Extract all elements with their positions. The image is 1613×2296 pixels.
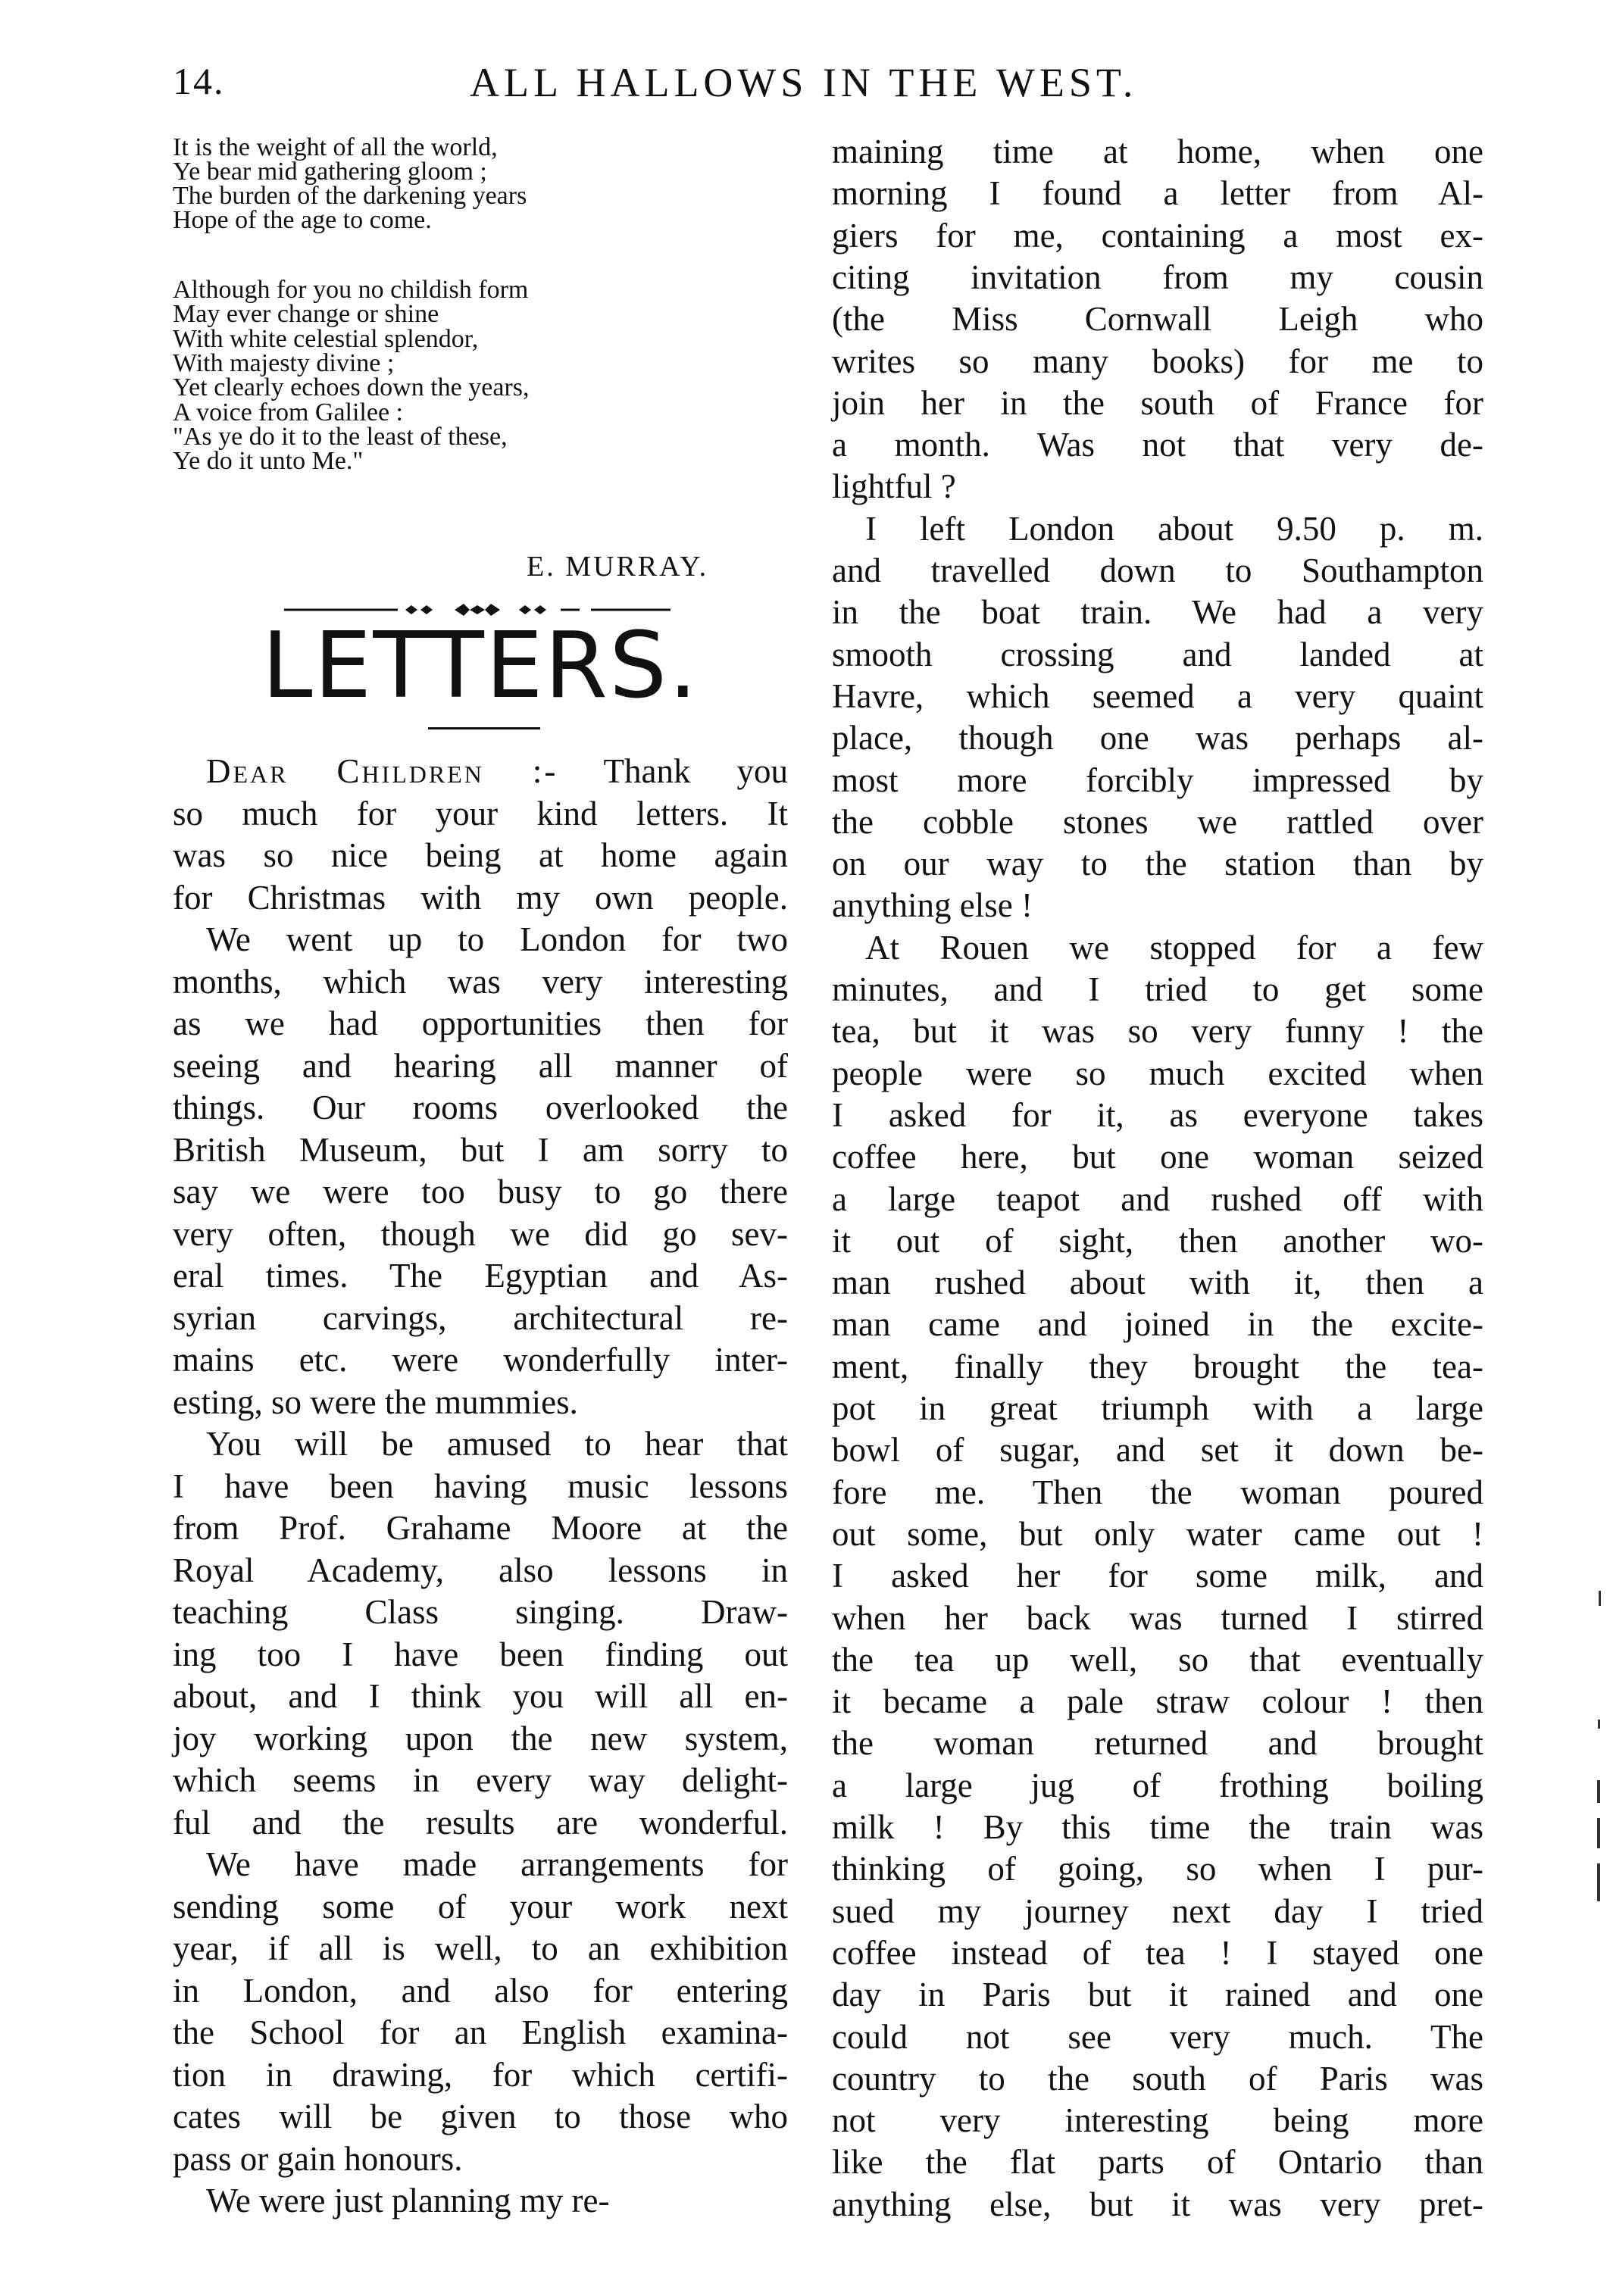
text-line: It is the weight of all the world, (173, 133, 498, 161)
text-line: sued my journey next day I tried (832, 1892, 1483, 1930)
text-line: for Christmas with my own people. (173, 879, 788, 917)
text-line: and travelled down to Southampton (832, 551, 1483, 589)
text-line: a month. Was not that very de- (832, 426, 1483, 464)
letters-heading: LETTERS. (261, 614, 699, 719)
text-line: We went up to London for two (206, 920, 788, 958)
running-title: ALL HALLOWS IN THE WEST. (470, 60, 1138, 105)
text-line: man rushed about with it, then a (832, 1264, 1483, 1301)
text-line: eral times. The Egyptian and As- (173, 1257, 788, 1295)
text-line: maining time at home, when one (832, 133, 1483, 170)
text-line: thinking of going, so when I pur- (832, 1850, 1483, 1888)
text-line: giers for me, containing a most ex- (832, 217, 1483, 255)
text-line: the School for an English examina- (173, 2013, 788, 2051)
text-line: from Prof. Grahame Moore at the (173, 1509, 788, 1547)
text-line: year, if all is well, to an exhibition (173, 1929, 788, 1967)
text-line: A voice from Galilee : (173, 398, 404, 426)
text-line: anything else, but it was very pret- (832, 2185, 1483, 2223)
text-line: You will be amused to hear that (206, 1425, 788, 1463)
text-line: in London, and also for entering (173, 1972, 788, 2010)
poem-signature: E. MURRAY. (527, 551, 709, 583)
text-line: Ye do it unto Me." (173, 447, 364, 475)
text-line: pass or gain honours. (173, 2140, 463, 2178)
text-line (173, 754, 788, 789)
text-fragment: Thank you (558, 752, 788, 790)
text-line: writes so many books) for me to (832, 342, 1483, 380)
text-line: tea, but it was so very funny ! the (832, 1012, 1483, 1050)
text-line: joy working upon the new system, (173, 1720, 788, 1757)
text-line: smooth crossing and landed at (832, 636, 1483, 673)
text-line: Although for you no childish form (173, 276, 529, 304)
heading-rule (428, 727, 540, 729)
text-line: like the flat parts of Ontario than (832, 2143, 1483, 2181)
text-line: minutes, and I tried to get some (832, 970, 1483, 1008)
text-line: man came and joined in the excite- (832, 1305, 1483, 1343)
text-line: so much for your kind letters. It (173, 795, 788, 832)
text-line: anything else ! (832, 886, 1033, 924)
text-line: I asked for it, as everyone takes (832, 1096, 1483, 1134)
text-line: the tea up well, so that eventually (832, 1641, 1483, 1679)
text-line: the cobble stones we rattled over (832, 803, 1483, 841)
text-line: coffee instead of tea ! I stayed one (832, 1934, 1483, 1972)
text-line: it out of sight, then another wo- (832, 1222, 1483, 1260)
text-line: Havre, which seemed a very quaint (832, 677, 1483, 715)
text-line: teaching Class singing. Draw- (173, 1593, 788, 1631)
text-line: day in Paris but it rained and one (832, 1976, 1483, 2013)
page-margin-specks (1591, 1591, 1606, 1932)
text-line: most more forcibly impressed by (832, 761, 1483, 799)
text-line: cates will be given to those who (173, 2098, 788, 2135)
text-line: British Museum, but I am sorry to (173, 1131, 788, 1169)
text-line: coffee here, but one woman seized (832, 1138, 1483, 1176)
text-line: bowl of sugar, and set it down be- (832, 1431, 1483, 1469)
text-line: esting, so were the mummies. (173, 1383, 578, 1421)
text-line: lightful ? (832, 467, 956, 505)
text-line: ful and the results are wonderful. (173, 1804, 788, 1841)
text-line: country to the south of Paris was (832, 2060, 1483, 2098)
text-line: months, which was very interesting (173, 963, 788, 1001)
text-line: on our way to the station than by (832, 845, 1483, 882)
text-line: could not see very much. The (832, 2018, 1483, 2056)
text-line: I asked her for some milk, and (832, 1557, 1483, 1595)
text-line: things. Our rooms overlooked the (173, 1089, 788, 1126)
text-line: milk ! By this time the train was (832, 1808, 1483, 1846)
text-line: Yet clearly echoes down the years, (173, 373, 530, 401)
text-line: very often, though we did go sev- (173, 1215, 788, 1253)
text-line: mains etc. were wonderfully inter- (173, 1341, 788, 1379)
text-line: ment, finally they brought the tea- (832, 1348, 1483, 1385)
text-line: as we had opportunities then for (173, 1004, 788, 1042)
page-header (0, 59, 1613, 120)
text-line: (the Miss Cornwall Leigh who (832, 300, 1483, 338)
text-line: place, though one was perhaps al- (832, 719, 1483, 757)
text-line: syrian carvings, architectural re- (173, 1299, 788, 1337)
text-line: Royal Academy, also lessons in (173, 1551, 788, 1589)
text-line: sending some of your work next (173, 1888, 788, 1926)
text-line: a large teapot and rushed off with (832, 1180, 1483, 1218)
text-line: The burden of the darkening years (173, 182, 527, 210)
text-line: I left London about 9.50 p. m. (865, 510, 1483, 548)
text-line: was so nice being at home again (173, 836, 788, 874)
text-line: Hope of the age to come. (173, 206, 432, 234)
text-line: the woman returned and brought (832, 1724, 1483, 1762)
text-line: a large jug of frothing boiling (832, 1767, 1483, 1804)
text-line: people were so much excited when (832, 1054, 1483, 1092)
text-line: not very interesting being more (832, 2101, 1483, 2139)
text-line: which seems in every way delight- (173, 1761, 788, 1799)
text-line: when her back was turned I stirred (832, 1599, 1483, 1637)
page-number: 14. (173, 60, 225, 102)
text-line: in the boat train. We had a very (832, 593, 1483, 631)
text-line: We were just planning my re- (206, 2182, 610, 2219)
text-line: about, and I think you will all en- (173, 1677, 788, 1715)
text-line: Ye bear mid gathering gloom ; (173, 158, 487, 186)
text-line: fore me. Then the woman poured (832, 1473, 1483, 1511)
text-line: ing too I have been finding out (173, 1635, 788, 1673)
text-line: With white celestial splendor, (173, 325, 479, 353)
text-line: it became a pale straw colour ! then (832, 1682, 1483, 1720)
text-line: pot in great triumph with a large (832, 1389, 1483, 1427)
text-line: "As ye do it to the least of these, (173, 423, 508, 451)
text-line: join her in the south of France for (832, 384, 1483, 422)
text-line: I have been having music lessons (173, 1467, 788, 1505)
text-line: say we were too busy to go there (173, 1173, 788, 1210)
text-line: seeing and hearing all manner of (173, 1047, 788, 1085)
text-line: morning I found a letter from Al- (832, 174, 1483, 212)
text-line: May ever change or shine (173, 300, 439, 328)
text-line: citing invitation from my cousin (832, 258, 1483, 296)
text-line: out some, but only water came out ! (832, 1515, 1483, 1553)
salutation: Dear Children :- (206, 752, 558, 790)
text-line: We have made arrangements for (206, 1845, 788, 1883)
text-line: tion in drawing, for which certifi- (173, 2056, 788, 2094)
text-line: With majesty divine ; (173, 349, 395, 377)
text-line: At Rouen we stopped for a few (865, 929, 1483, 967)
